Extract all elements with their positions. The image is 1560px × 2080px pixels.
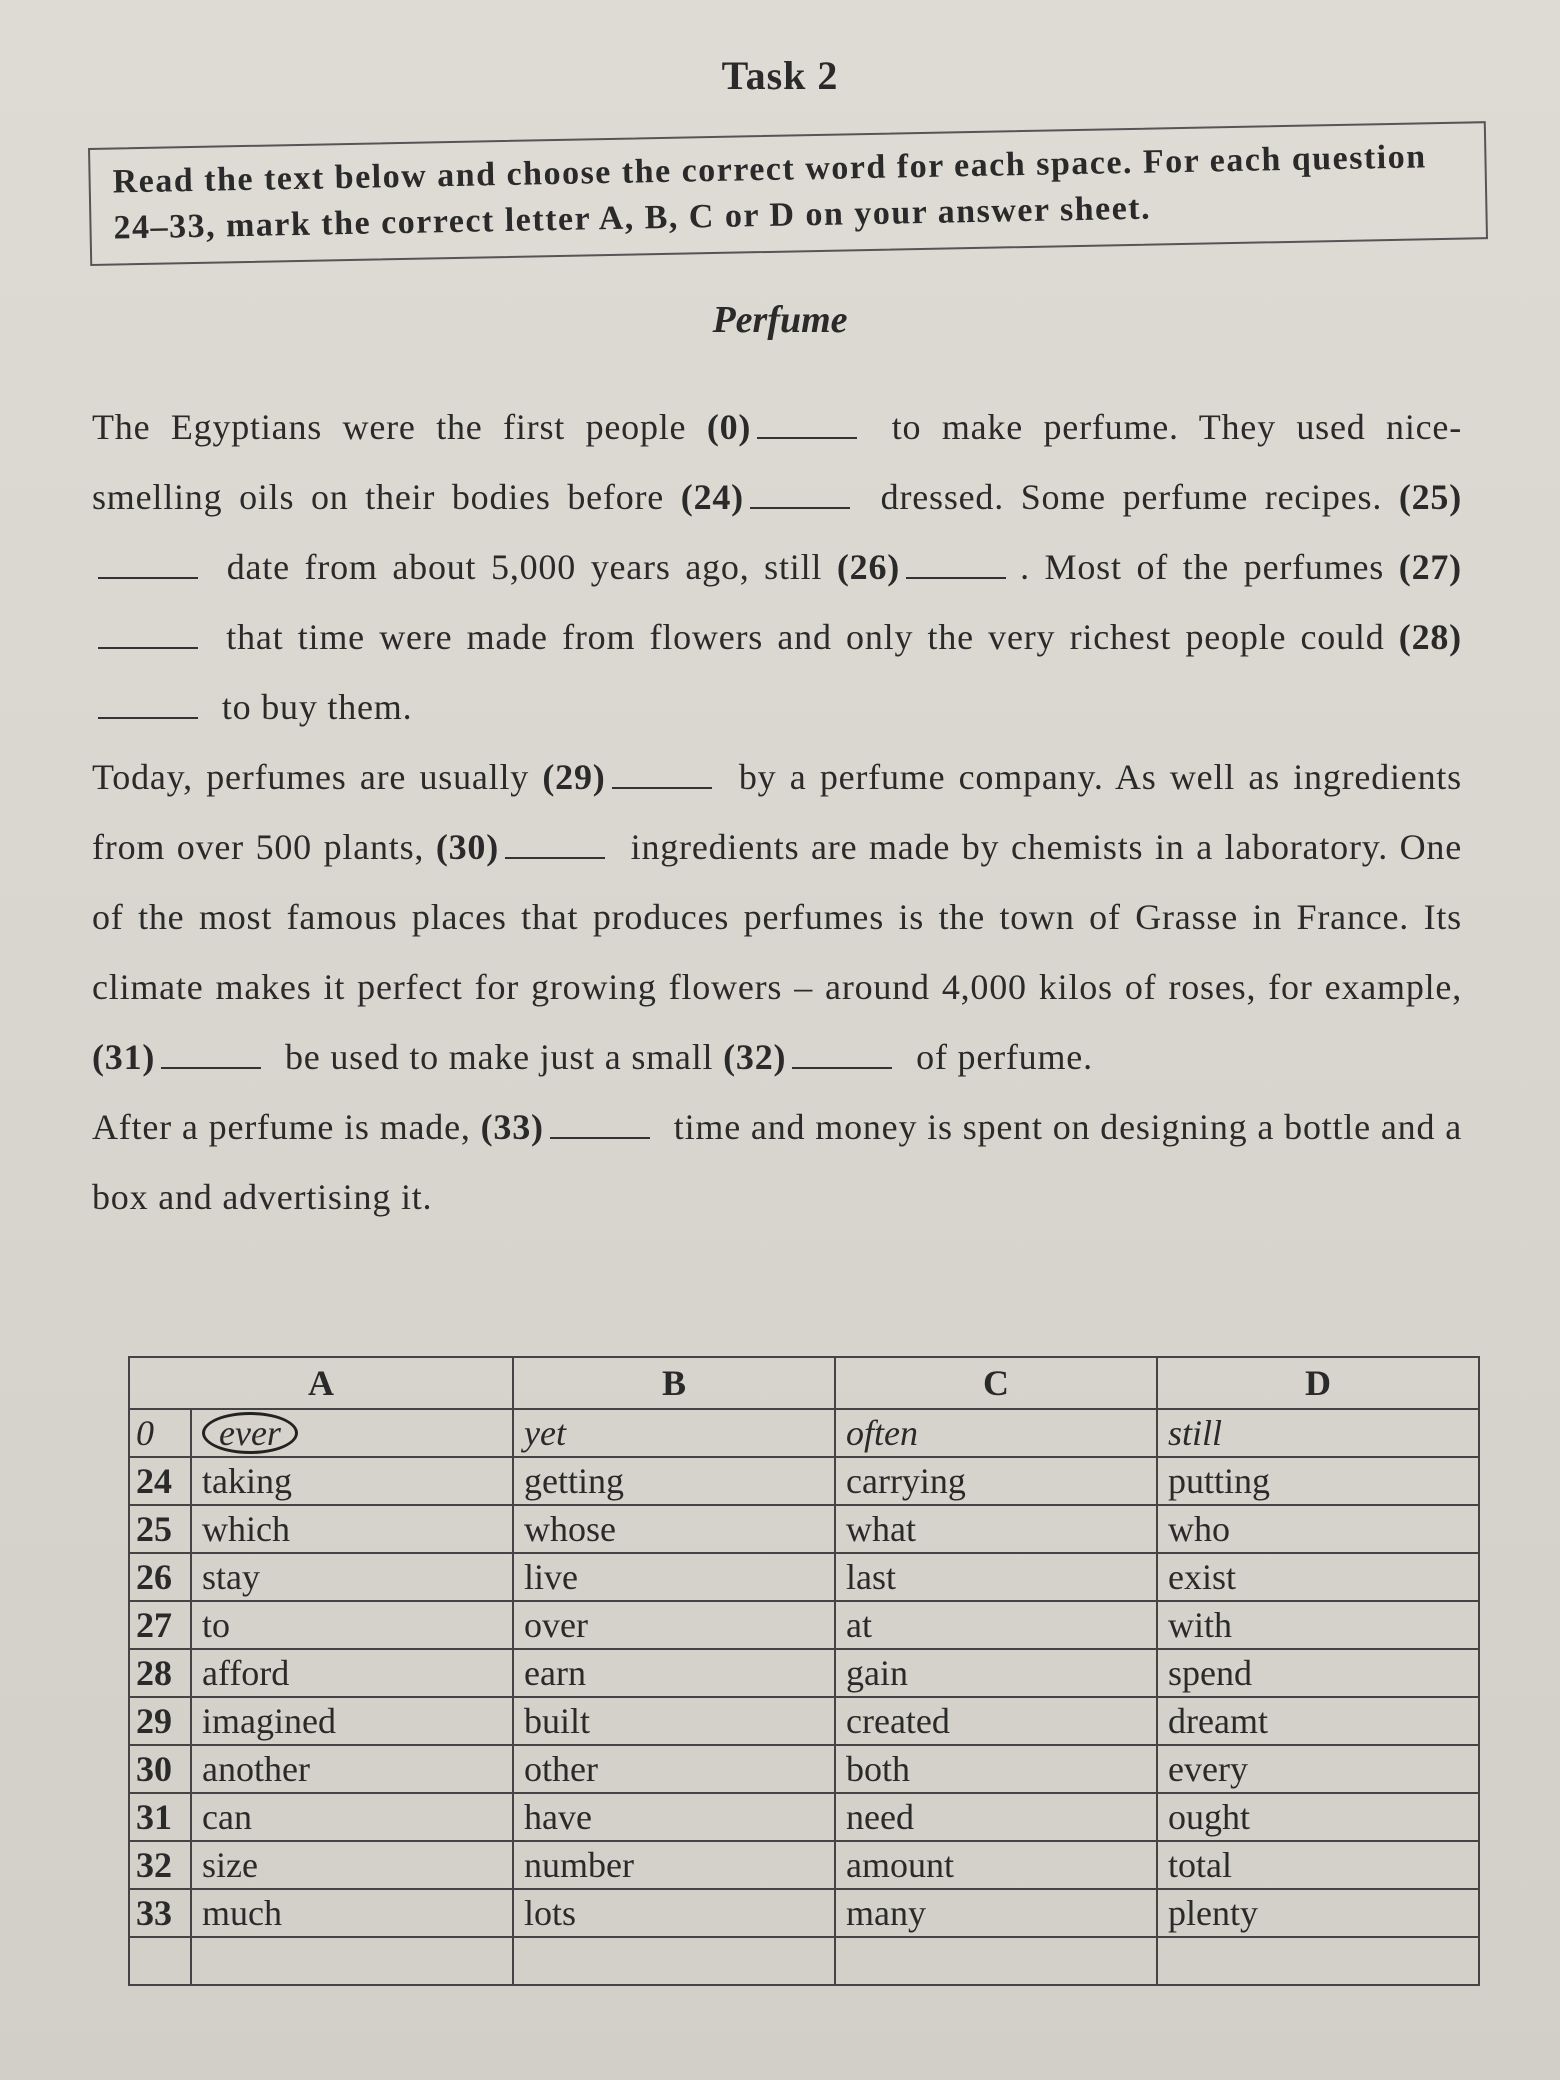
option-b: lots [513, 1889, 835, 1937]
option-b: number [513, 1841, 835, 1889]
option-b: built [513, 1697, 835, 1745]
option-d: who [1157, 1505, 1479, 1553]
option-a [191, 1937, 513, 1985]
answer-options-table [128, 1356, 1480, 1986]
option-b: whose [513, 1505, 835, 1553]
option-c: amount [835, 1841, 1157, 1889]
passage-text-segment: be used to make just a small [285, 1037, 714, 1077]
passage-text-segment: to make perfume. They used nice-smelling oils on their bodies before [92, 407, 1463, 517]
option-c: last [835, 1553, 1157, 1601]
passage-text-segment: . Most of the perfumes [1020, 547, 1385, 587]
passage-text-segment: to buy them. [221, 687, 413, 727]
paragraph-3 [92, 1092, 1462, 1232]
option-a: another [191, 1745, 513, 1793]
passage-text-segment: The Egyptians were the first people [92, 407, 687, 447]
table-row [129, 1409, 1479, 1457]
gap-number-28: (28) [1398, 617, 1462, 657]
passage-text-segment: time and money is spent on designing a bottle and a box and advertising it. [92, 1107, 1462, 1217]
question-number: 26 [129, 1553, 191, 1601]
option-d: spend [1157, 1649, 1479, 1697]
column-header-b: B [513, 1357, 835, 1409]
question-number: 27 [129, 1601, 191, 1649]
question-number: 24 [129, 1457, 191, 1505]
table-header-row [129, 1357, 1479, 1409]
option-a: much [191, 1889, 513, 1937]
gap-blank-28 [98, 687, 198, 719]
option-c: both [835, 1745, 1157, 1793]
gap-number-0: (0) [706, 407, 752, 447]
option-d: still [1157, 1409, 1479, 1457]
passage-text [92, 392, 1462, 1232]
gap-blank-29 [612, 757, 712, 789]
table-row [129, 1601, 1479, 1649]
gap-number-30: (30) [435, 827, 500, 867]
circled-answer: ever [202, 1412, 298, 1454]
option-d: plenty [1157, 1889, 1479, 1937]
option-b: getting [513, 1457, 835, 1505]
table-row [129, 1793, 1479, 1841]
option-c: often [835, 1409, 1157, 1457]
option-d: putting [1157, 1457, 1479, 1505]
passage-text-segment: After a perfume is made, [92, 1107, 471, 1147]
task-title: Task 2 [721, 53, 839, 98]
option-a: stay [191, 1553, 513, 1601]
gap-number-29: (29) [542, 757, 606, 797]
column-header-c: C [835, 1357, 1157, 1409]
gap-blank-0 [757, 407, 857, 439]
gap-number-32: (32) [723, 1037, 787, 1077]
option-a: afford [191, 1649, 513, 1697]
gap-number-33: (33) [480, 1107, 544, 1147]
option-a: size [191, 1841, 513, 1889]
option-b: live [513, 1553, 835, 1601]
option-a: can [191, 1793, 513, 1841]
table-row [129, 1457, 1479, 1505]
option-b: have [513, 1793, 835, 1841]
option-a: taking [191, 1457, 513, 1505]
passage-text-segment: Today, perfumes are usually [92, 757, 530, 797]
option-a: to [191, 1601, 513, 1649]
option-c: many [835, 1889, 1157, 1937]
option-c: gain [835, 1649, 1157, 1697]
table-row [129, 1505, 1479, 1553]
table-row [129, 1745, 1479, 1793]
table-row [129, 1937, 1479, 1985]
gap-blank-31 [161, 1037, 261, 1069]
option-b: over [513, 1601, 835, 1649]
option-c [835, 1937, 1157, 1985]
table-row [129, 1697, 1479, 1745]
passage-text-segment: ingredients are made by chemists in a laboratory. One of the most famous places that produces perfumes is the town of Grasse in France. Its climate makes it perfect for growing flowers – around 4,000 kilos of roses, for example, [92, 827, 1462, 1007]
question-number: 29 [129, 1697, 191, 1745]
option-d: total [1157, 1841, 1479, 1889]
option-d: dreamt [1157, 1697, 1479, 1745]
option-d: every [1157, 1745, 1479, 1793]
question-number: 0 [129, 1409, 191, 1457]
table-row [129, 1553, 1479, 1601]
option-c: created [835, 1697, 1157, 1745]
question-number: 32 [129, 1841, 191, 1889]
option-a: which [191, 1505, 513, 1553]
gap-blank-33 [550, 1107, 650, 1139]
gap-number-25: (25) [1398, 477, 1462, 517]
passage-title: Perfume [712, 299, 848, 341]
option-c: what [835, 1505, 1157, 1553]
gap-number-31: (31) [92, 1037, 156, 1077]
gap-number-24: (24) [680, 477, 744, 517]
paragraph-1 [92, 392, 1462, 742]
passage-text-segment: dressed. Some perfume recipes. [880, 477, 1383, 517]
gap-blank-27 [98, 617, 198, 649]
table-row [129, 1649, 1479, 1697]
gap-number-27: (27) [1398, 547, 1462, 587]
column-header-a: A [129, 1357, 513, 1409]
option-b: yet [513, 1409, 835, 1457]
option-d: ought [1157, 1793, 1479, 1841]
gap-blank-25 [98, 547, 198, 579]
question-number: 33 [129, 1889, 191, 1937]
passage-text-segment: by a perfume company. As well as ingredients from over 500 plants, [92, 757, 1462, 867]
gap-blank-26 [906, 547, 1006, 579]
column-header-d: D [1157, 1357, 1479, 1409]
question-number: 28 [129, 1649, 191, 1697]
option-c: need [835, 1793, 1157, 1841]
option-b: earn [513, 1649, 835, 1697]
question-number: 30 [129, 1745, 191, 1793]
gap-blank-32 [792, 1037, 892, 1069]
question-number: 25 [129, 1505, 191, 1553]
question-number [129, 1937, 191, 1985]
gap-blank-30 [505, 827, 605, 859]
gap-number-26: (26) [836, 547, 901, 587]
option-d: with [1157, 1601, 1479, 1649]
table-row [129, 1841, 1479, 1889]
option-b [513, 1937, 835, 1985]
option-c: carrying [835, 1457, 1157, 1505]
option-a [191, 1409, 513, 1457]
passage-text-segment: date from about 5,000 years ago, still [226, 547, 823, 587]
instructions-box: Read the text below and choose the correct word for each space. For each question 24–33, mark the correct letter A, B, C or D on your answer sheet. [88, 121, 1488, 266]
option-b: other [513, 1745, 835, 1793]
passage-text-segment: of perfume. [916, 1037, 1093, 1077]
question-number: 31 [129, 1793, 191, 1841]
option-d: exist [1157, 1553, 1479, 1601]
gap-blank-24 [750, 477, 850, 509]
option-d [1157, 1937, 1479, 1985]
option-c: at [835, 1601, 1157, 1649]
paragraph-2 [92, 742, 1462, 1092]
option-a: imagined [191, 1697, 513, 1745]
passage-text-segment: that time were made from flowers and only the very richest people could [226, 617, 1385, 657]
table-row [129, 1889, 1479, 1937]
